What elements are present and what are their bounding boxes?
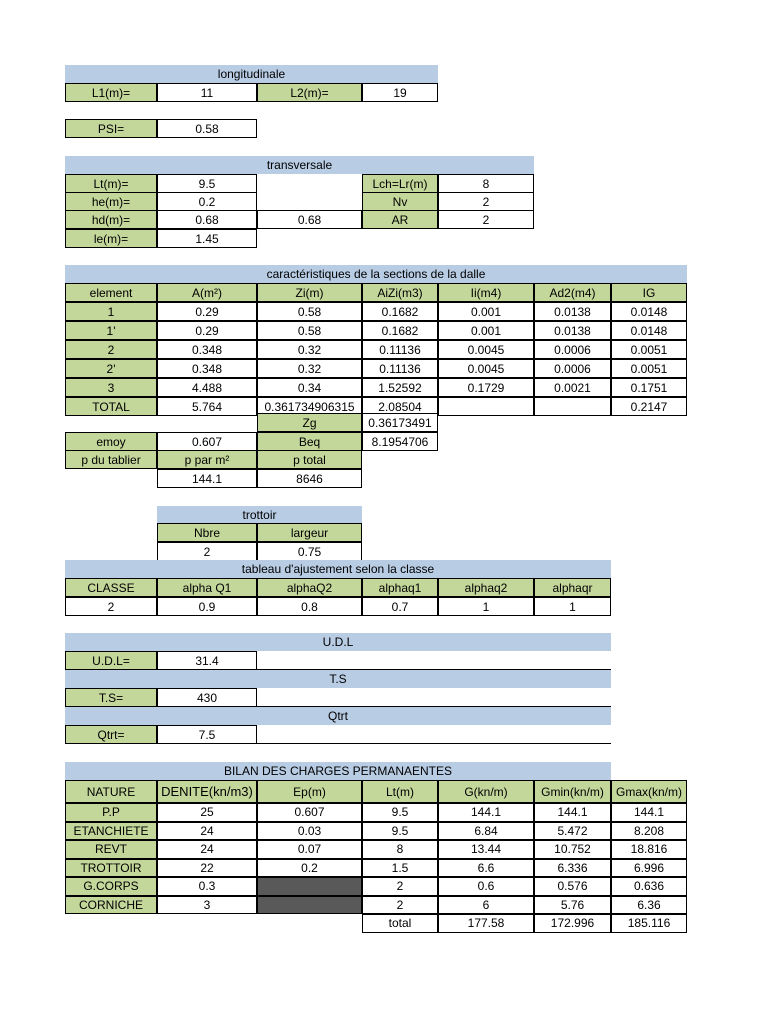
pparm2-label: p par m² [157, 450, 257, 469]
bilan-cell[interactable]: 5.472 [534, 822, 611, 841]
udl-value[interactable]: 31.4 [157, 651, 257, 670]
bilan-cell[interactable]: 144.1 [534, 803, 611, 822]
ajustement-value[interactable]: 0.9 [157, 597, 257, 616]
sections-cell[interactable]: 0.0138 [534, 302, 611, 321]
ajustement-value[interactable]: 0.8 [257, 597, 362, 616]
l1-value[interactable]: 11 [157, 83, 257, 102]
psi-value[interactable]: 0.58 [157, 119, 257, 138]
bilan-header: G(kn/m) [438, 780, 534, 803]
bilan-cell[interactable]: 10.752 [534, 840, 611, 859]
bilan-cell[interactable]: 6.36 [611, 896, 687, 915]
sections-cell[interactable]: 1.52592 [362, 378, 438, 397]
bilan-cell[interactable]: 5.76 [534, 896, 611, 915]
sections-row-label: 2' [65, 359, 157, 378]
bilan-cell[interactable]: 0.03 [257, 822, 362, 841]
largeur-value[interactable]: 0.75 [257, 542, 362, 561]
sections-cell[interactable]: 0.348 [157, 340, 257, 359]
sections-total-label: TOTAL [65, 397, 157, 416]
sections-cell[interactable]: 0.1682 [362, 302, 438, 321]
ajustement-value[interactable]: 2 [65, 597, 157, 616]
bilan-cell[interactable]: 24 [157, 822, 257, 841]
sections-cell[interactable]: 4.488 [157, 378, 257, 397]
l2-label: L2(m)= [257, 83, 362, 102]
sections-cell[interactable]: 0.0006 [534, 359, 611, 378]
bilan-header: Ep(m) [257, 780, 362, 803]
sections-cell[interactable]: 0.348 [157, 359, 257, 378]
bilan-cell[interactable]: 0.607 [257, 803, 362, 822]
bilan-header: NATURE [65, 780, 157, 803]
sections-cell[interactable]: 0.1751 [611, 378, 687, 397]
nbre-value[interactable]: 2 [157, 542, 257, 561]
bilan-cell[interactable]: 13.44 [438, 840, 534, 859]
bilan-cell[interactable]: 0.636 [611, 877, 687, 896]
sections-header: Zi(m) [257, 283, 362, 302]
bilan-row-label: CORNICHE [65, 896, 157, 915]
bilan-cell[interactable]: 144.1 [438, 803, 534, 822]
ajustement-value[interactable]: 1 [534, 597, 611, 616]
sections-row-label: 2 [65, 340, 157, 359]
lch-value[interactable]: 8 [438, 174, 534, 193]
sections-cell[interactable]: 0.0138 [534, 321, 611, 340]
sections-total-cell[interactable]: 2.08504 [362, 397, 438, 416]
beq-label: Beq [257, 432, 362, 451]
lt-label: Lt(m)= [65, 174, 157, 193]
lch-label: Lch=Lr(m) [362, 174, 438, 193]
l1-label: L1(m)= [65, 83, 157, 102]
sections-total-cell[interactable]: 5.764 [157, 397, 257, 416]
he-label: he(m)= [65, 192, 157, 211]
sections-header: element [65, 283, 157, 302]
bilan-header: DENITE(kn/m3) [157, 780, 257, 803]
sections-row-label: 1' [65, 321, 157, 340]
bilan-cell[interactable]: 6.6 [438, 859, 534, 878]
bilan-cell[interactable]: 0.07 [257, 840, 362, 859]
sections-cell[interactable]: 0.0148 [611, 302, 687, 321]
transversale-title: transversale [65, 156, 534, 174]
psi-label: PSI= [65, 119, 157, 138]
ptablier-label: p du tablier [65, 450, 157, 469]
sections-cell[interactable]: 0.001 [438, 302, 534, 321]
le-value[interactable]: 1.45 [157, 229, 257, 248]
pparm2-value[interactable]: 144.1 [157, 469, 257, 488]
sections-header: Ad2(m4) [534, 283, 611, 302]
ar-value[interactable]: 2 [438, 210, 534, 229]
emoy-value[interactable]: 0.607 [157, 432, 257, 451]
sections-cell[interactable]: 0.11136 [362, 359, 438, 378]
bilan-cell[interactable]: 6.336 [534, 859, 611, 878]
bilan-cell[interactable]: 0.6 [438, 877, 534, 896]
longitudinale-title: longitudinale [65, 65, 438, 83]
largeur-label: largeur [257, 523, 362, 542]
ts-label: T.S= [65, 688, 157, 707]
sections-total-cell[interactable] [534, 397, 611, 416]
bilan-cell[interactable]: 0.2 [257, 859, 362, 878]
sections-total-cell[interactable] [438, 397, 534, 416]
ajustement-header: alphaQ2 [257, 578, 362, 597]
sections-header: A(m²) [157, 283, 257, 302]
bilan-cell[interactable]: 144.1 [611, 803, 687, 822]
bilan-header: Gmin(kn/m) [534, 780, 611, 803]
sections-row-label: 1 [65, 302, 157, 321]
udl-title: U.D.L [65, 633, 611, 651]
udl-label: U.D.L= [65, 651, 157, 670]
bilan-cell[interactable]: 8.208 [611, 822, 687, 841]
bilan-total-cell[interactable]: 172.996 [534, 914, 611, 933]
sections-cell[interactable]: 0.0021 [534, 378, 611, 397]
qtrt-label: Qtrt= [65, 725, 157, 744]
ar-label: AR [362, 210, 438, 229]
bilan-cell[interactable]: 2 [362, 877, 438, 896]
bilan-cell[interactable]: 9.5 [362, 822, 438, 841]
ajustement-header: alphaqr [534, 578, 611, 597]
bilan-cell[interactable]: 24 [157, 840, 257, 859]
sections-title: caractéristiques de la sections de la dalle [65, 265, 687, 283]
qtrt-underline [257, 743, 611, 744]
bilan-row-label: P.P [65, 803, 157, 822]
sections-cell[interactable]: 0.1729 [438, 378, 534, 397]
bilan-cell[interactable]: 8 [362, 840, 438, 859]
lt-value[interactable]: 9.5 [157, 174, 257, 193]
bilan-total-label: total [362, 914, 438, 933]
nv-label: Nv [362, 192, 438, 211]
sections-cell[interactable]: 0.58 [257, 302, 362, 321]
sections-total-cell[interactable]: 0.361734906315 [257, 397, 362, 416]
emoy-label: emoy [65, 432, 157, 451]
nv-value[interactable]: 2 [438, 192, 534, 211]
hd-value-2[interactable]: 0.68 [257, 210, 362, 229]
hd-label: hd(m)= [65, 210, 157, 229]
ajustement-header: alpha Q1 [157, 578, 257, 597]
ajustement-value[interactable]: 1 [438, 597, 534, 616]
bilan-header: Lt(m) [362, 780, 438, 803]
sections-cell[interactable]: 0.11136 [362, 340, 438, 359]
nbre-label: Nbre [157, 523, 257, 542]
ajustement-header: alphaq2 [438, 578, 534, 597]
ajustement-header: alphaq1 [362, 578, 438, 597]
sections-total-cell[interactable]: 0.2147 [611, 397, 687, 416]
bilan-cell[interactable]: 18.816 [611, 840, 687, 859]
bilan-row-label: TROTTOIR [65, 859, 157, 878]
bilan-cell[interactable]: 1.5 [362, 859, 438, 878]
sections-cell[interactable]: 0.32 [257, 340, 362, 359]
bilan-title: BILAN DES CHARGES PERMANAENTES [65, 762, 611, 780]
sections-header: IG [611, 283, 687, 302]
ajustement-header: CLASSE [65, 578, 157, 597]
sections-cell[interactable]: 0.0051 [611, 359, 687, 378]
qtrt-value[interactable]: 7.5 [157, 725, 257, 744]
bilan-total-cell[interactable]: 185.116 [611, 914, 687, 933]
bilan-cell[interactable]: 9.5 [362, 803, 438, 822]
beq-value[interactable]: 8.1954706 [362, 432, 438, 451]
ajustement-value[interactable]: 0.7 [362, 597, 438, 616]
le-label: le(m)= [65, 229, 157, 248]
bilan-cell[interactable]: 3 [157, 896, 257, 915]
ajustement-title: tableau d'ajustement selon la classe [65, 560, 611, 578]
ts-value[interactable]: 430 [157, 688, 257, 707]
bilan-cell[interactable]: 6 [438, 896, 534, 915]
ptotal-value[interactable]: 8646 [257, 469, 362, 488]
bilan-cell[interactable]: 6.996 [611, 859, 687, 878]
sections-cell[interactable]: 0.0051 [611, 340, 687, 359]
bilan-cell[interactable]: 22 [157, 859, 257, 878]
sections-header: AiZi(m3) [362, 283, 438, 302]
l2-value[interactable]: 19 [362, 83, 438, 102]
sections-cell[interactable]: 0.58 [257, 321, 362, 340]
sections-header: Ii(m4) [438, 283, 534, 302]
bilan-row-label: ETANCHIETE [65, 822, 157, 841]
bilan-header: Gmax(kn/m) [611, 780, 687, 803]
trottoir-title: trottoir [157, 506, 362, 524]
sections-cell[interactable]: 0.0045 [438, 359, 534, 378]
sections-cell[interactable]: 0.0148 [611, 321, 687, 340]
ts-title: T.S [65, 670, 611, 688]
sections-cell[interactable]: 0.001 [438, 321, 534, 340]
sections-cell[interactable]: 0.32 [257, 359, 362, 378]
hd-value[interactable]: 0.68 [157, 210, 257, 229]
bilan-empty-cell [257, 877, 362, 896]
bilan-cell[interactable]: 25 [157, 803, 257, 822]
bilan-cell[interactable]: 0.3 [157, 877, 257, 896]
bilan-total-cell[interactable]: 177.58 [438, 914, 534, 933]
bilan-row-label: G.CORPS [65, 877, 157, 896]
sections-cell[interactable]: 0.1682 [362, 321, 438, 340]
zg-value[interactable]: 0.36173491 [362, 413, 438, 432]
sections-cell[interactable]: 0.29 [157, 302, 257, 321]
bilan-cell[interactable]: 6.84 [438, 822, 534, 841]
qtrt-title: Qtrt [65, 707, 611, 725]
bilan-cell[interactable]: 2 [362, 896, 438, 915]
he-value[interactable]: 0.2 [157, 192, 257, 211]
ptotal-label: p total [257, 450, 362, 469]
sections-cell[interactable]: 0.29 [157, 321, 257, 340]
sections-cell[interactable]: 0.0045 [438, 340, 534, 359]
zg-label: Zg [257, 413, 362, 432]
bilan-empty-cell [257, 896, 362, 915]
sections-row-label: 3 [65, 378, 157, 397]
sections-cell[interactable]: 0.34 [257, 378, 362, 397]
sections-cell[interactable]: 0.0006 [534, 340, 611, 359]
bilan-cell[interactable]: 0.576 [534, 877, 611, 896]
bilan-row-label: REVT [65, 840, 157, 859]
